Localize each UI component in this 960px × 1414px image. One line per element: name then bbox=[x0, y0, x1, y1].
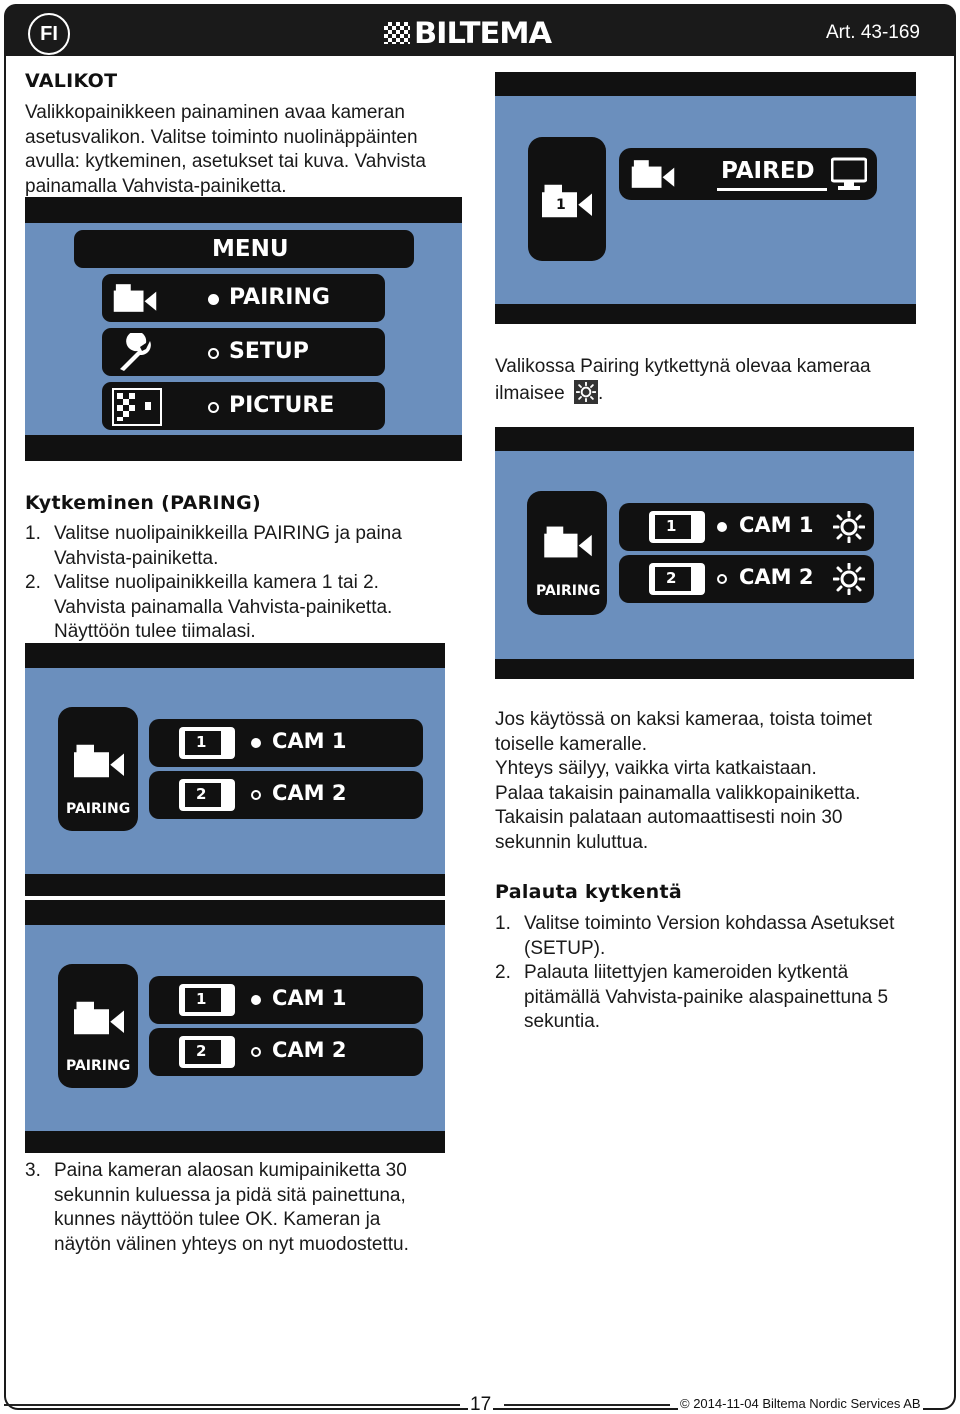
paired-status-bar bbox=[619, 148, 877, 200]
text-line: toiselle kameralle. bbox=[495, 733, 648, 755]
camera-icon bbox=[71, 998, 127, 1038]
screen-top-bar bbox=[25, 900, 445, 925]
text-line: asetusvalikon. Valitse toiminto nuolinäppäinten bbox=[25, 126, 418, 148]
text-line: sekunnin kuluttua. bbox=[495, 831, 649, 853]
sun-icon bbox=[833, 563, 865, 595]
text-line: Takaisin palataan automaattisesti noin 30 bbox=[495, 807, 843, 828]
screen-bottom-bar bbox=[25, 435, 462, 461]
menu-item-label: PICTURE bbox=[229, 393, 335, 418]
page-number: 17 bbox=[470, 1394, 492, 1414]
list-item: 2. Palauta liitettyjen kameroiden kytkentä pitämällä Vahvista-painike alaspainettuna 5 sekuntia. bbox=[495, 962, 889, 1032]
valikot-text bbox=[25, 101, 475, 199]
radio-selected-dot bbox=[251, 995, 261, 1005]
menu-screen bbox=[25, 197, 462, 461]
pairing-side-tile bbox=[58, 707, 138, 831]
text-line: avulla: kytkeminen, asetukset tai kuva. Vahvista bbox=[25, 151, 426, 172]
screen-bottom-bar bbox=[495, 659, 914, 679]
screen-bottom-bar bbox=[25, 874, 445, 896]
text-line: Palaa takaisin painamalla valikkopainiketta. bbox=[495, 782, 861, 804]
checkered-flag-icon bbox=[384, 22, 410, 44]
monitor-icon bbox=[831, 157, 867, 191]
radio-empty-dot bbox=[251, 1047, 261, 1057]
sun-icon bbox=[574, 380, 598, 404]
camera-icon bbox=[71, 741, 127, 781]
radio-empty-dot bbox=[251, 790, 261, 800]
pairing-side-tile bbox=[527, 491, 607, 615]
camera-icon bbox=[538, 181, 596, 221]
screen-top-bar bbox=[25, 643, 445, 668]
text-line: Valikossa Pairing kytkettynä olevaa kameraa bbox=[495, 356, 871, 377]
menu-title: MENU bbox=[212, 236, 289, 262]
list-item: 2. Valitse nuolipainikkeilla kamera 1 tai 2. Vahvista painamalla Vahvista-painiketta. Näyttöön tulee tiimalasi. bbox=[25, 572, 393, 642]
paired-label: PAIRED bbox=[721, 158, 815, 184]
text-line: painamalla Vahvista-painiketta. bbox=[25, 175, 287, 197]
page-header bbox=[4, 4, 956, 56]
brand-name: BILTEMA bbox=[414, 16, 551, 50]
pairing-side-tile bbox=[58, 964, 138, 1088]
pairing-steps bbox=[25, 522, 465, 645]
text-line: ilmaisee . bbox=[495, 380, 925, 407]
list-item: 1. Valitse nuolipainikkeilla PAIRING ja paina Vahvista-painiketta. bbox=[25, 523, 402, 569]
pairing-side-label: PAIRING bbox=[66, 1058, 131, 1074]
cam-select-screen bbox=[25, 643, 445, 896]
paired-screen bbox=[495, 72, 916, 324]
text-line: Valikkopainikkeen painaminen avaa kameran bbox=[25, 102, 405, 123]
camera-side-tile bbox=[528, 137, 606, 261]
pairing-heading: Kytkeminen (PARING) bbox=[25, 492, 262, 514]
cam1-label: CAM 1 bbox=[739, 513, 814, 537]
copyright: © 2014-11-04 Biltema Nordic Services AB bbox=[680, 1396, 921, 1411]
cam1-row[interactable] bbox=[149, 976, 423, 1024]
camera-icon: 2 bbox=[179, 779, 235, 811]
radio-empty-dot bbox=[717, 574, 727, 584]
reset-steps bbox=[495, 912, 940, 1035]
cam1-row[interactable] bbox=[149, 719, 423, 767]
paired-underline bbox=[717, 188, 827, 191]
camera-icon: 1 bbox=[179, 727, 235, 759]
camera-number: 1 bbox=[556, 197, 566, 213]
valikot-heading: VALIKOT bbox=[25, 70, 118, 92]
cam2-row[interactable] bbox=[149, 771, 423, 819]
step-3 bbox=[25, 1159, 465, 1257]
pairing-side-label: PAIRING bbox=[536, 583, 601, 599]
language-badge: FI bbox=[28, 13, 70, 55]
cam2-row[interactable] bbox=[149, 1028, 423, 1076]
sun-icon bbox=[833, 511, 865, 543]
radio-selected-dot bbox=[717, 522, 727, 532]
radio-selected-dot bbox=[251, 738, 261, 748]
cam-select-screen bbox=[25, 900, 445, 1153]
camera-icon: 2 bbox=[649, 563, 705, 595]
screen-top-bar bbox=[25, 197, 462, 223]
radio-empty-dot bbox=[208, 348, 219, 359]
cam2-label: CAM 2 bbox=[739, 565, 814, 589]
brand-logo bbox=[384, 18, 586, 48]
picture-icon bbox=[112, 388, 162, 426]
radio-empty-dot bbox=[208, 402, 219, 413]
screen-top-bar bbox=[495, 427, 914, 451]
camera-icon bbox=[110, 281, 160, 315]
cam-select-screen-paired bbox=[495, 427, 914, 679]
cam2-row[interactable] bbox=[619, 555, 874, 603]
cam1-row[interactable] bbox=[619, 503, 874, 551]
camera-icon bbox=[541, 523, 595, 561]
screen-top-bar bbox=[495, 72, 916, 96]
footer-rule bbox=[4, 1404, 460, 1406]
screen-bottom-bar bbox=[25, 1131, 445, 1153]
cam2-label: CAM 2 bbox=[272, 1038, 347, 1062]
cam2-label: CAM 2 bbox=[272, 781, 347, 805]
article-number: Art. 43-169 bbox=[826, 22, 920, 43]
menu-title-bar bbox=[74, 230, 414, 268]
camera-icon: 1 bbox=[649, 511, 705, 543]
paired-caption bbox=[495, 355, 925, 406]
reset-heading: Palauta kytkentä bbox=[495, 881, 682, 903]
text-line: Jos käytössä on kaksi kameraa, toista toimet bbox=[495, 709, 872, 730]
menu-item-pairing[interactable] bbox=[102, 274, 385, 322]
cam1-label: CAM 1 bbox=[272, 729, 347, 753]
menu-item-label: PAIRING bbox=[229, 285, 330, 310]
radio-selected-dot bbox=[208, 294, 219, 305]
footer-rule bbox=[504, 1404, 670, 1406]
menu-item-setup[interactable] bbox=[102, 328, 385, 376]
wrench-icon bbox=[112, 333, 158, 373]
cam1-label: CAM 1 bbox=[272, 986, 347, 1010]
menu-item-picture[interactable] bbox=[102, 382, 385, 430]
list-item: 3. Paina kameran alaosan kumipainiketta 30 sekunnin kuluessa ja pidä sitä painettuna, kunnes näyttöön tulee OK. Kameran ja näytön välinen yhteys on nyt muodostettu. bbox=[25, 1160, 409, 1255]
text-line: Yhteys säilyy, vaikka virta katkaistaan. bbox=[495, 758, 817, 779]
camera-icon: 1 bbox=[179, 984, 235, 1016]
camera-icon bbox=[629, 157, 677, 191]
camera-icon: 2 bbox=[179, 1036, 235, 1068]
list-item: 1. Valitse toiminto Version kohdassa Asetukset (SETUP). bbox=[495, 913, 895, 959]
screen-bottom-bar bbox=[495, 304, 916, 324]
two-cameras-text bbox=[495, 708, 935, 855]
menu-item-label: SETUP bbox=[229, 339, 309, 364]
pairing-side-label: PAIRING bbox=[66, 801, 131, 817]
